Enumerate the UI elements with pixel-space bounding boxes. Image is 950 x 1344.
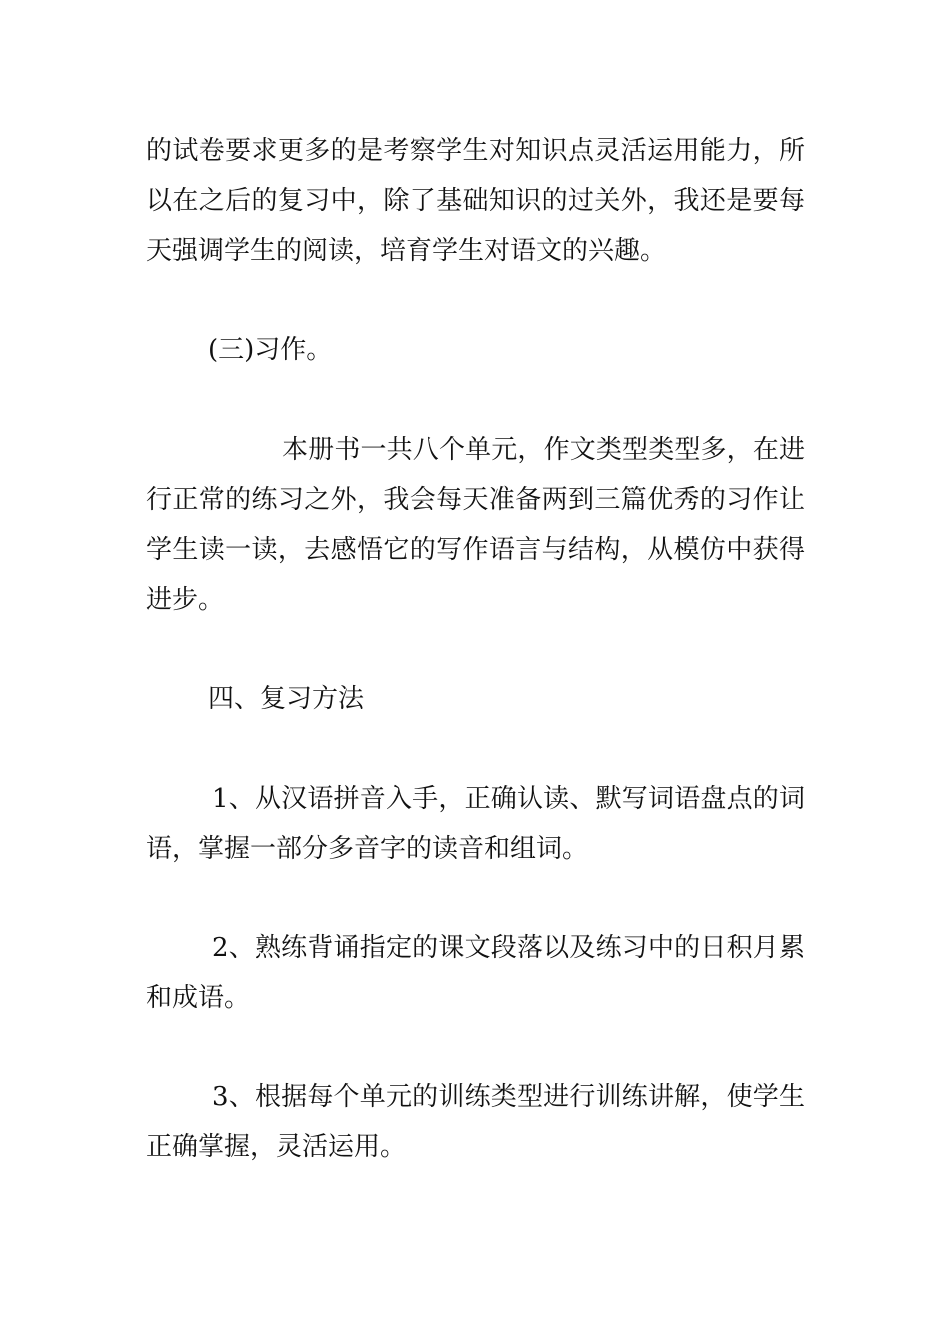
list-item-line: 2、熟练背诵指定的课文段落以及练习中的日积月累: [212, 933, 805, 963]
list-item-line: 1、从汉语拼音入手，正确认读、默写词语盘点的词: [212, 784, 805, 814]
paragraph-line: 以在之后的复习中，除了基础知识的过关外，我还是要每: [146, 186, 805, 216]
paragraph-line: 进步。: [146, 585, 225, 615]
paragraph-line: 天强调学生的阅读，培育学生对语文的兴趣。: [146, 236, 667, 266]
section-heading: 四、复习方法: [208, 684, 365, 714]
paragraph-line: 行正常的练习之外，我会每天准备两到三篇优秀的习作让: [146, 485, 805, 515]
section-heading: (三)习作。: [208, 335, 333, 365]
list-item-line: 正确掌握，灵活运用。: [146, 1132, 407, 1162]
list-item-line: 3、根据每个单元的训练类型进行训练讲解，使学生: [212, 1082, 805, 1112]
list-item-line: 和成语。: [146, 983, 251, 1013]
paragraph-line: 学生读一读，去感悟它的写作语言与结构，从模仿中获得: [146, 535, 805, 565]
paragraph-line: 本册书一共八个单元，作文类型类型多，在进: [282, 435, 805, 465]
paragraph-line: 的试卷要求更多的是考察学生对知识点灵活运用能力，所: [146, 136, 805, 166]
list-item-line: 语，掌握一部分多音字的读音和组词。: [146, 834, 589, 864]
